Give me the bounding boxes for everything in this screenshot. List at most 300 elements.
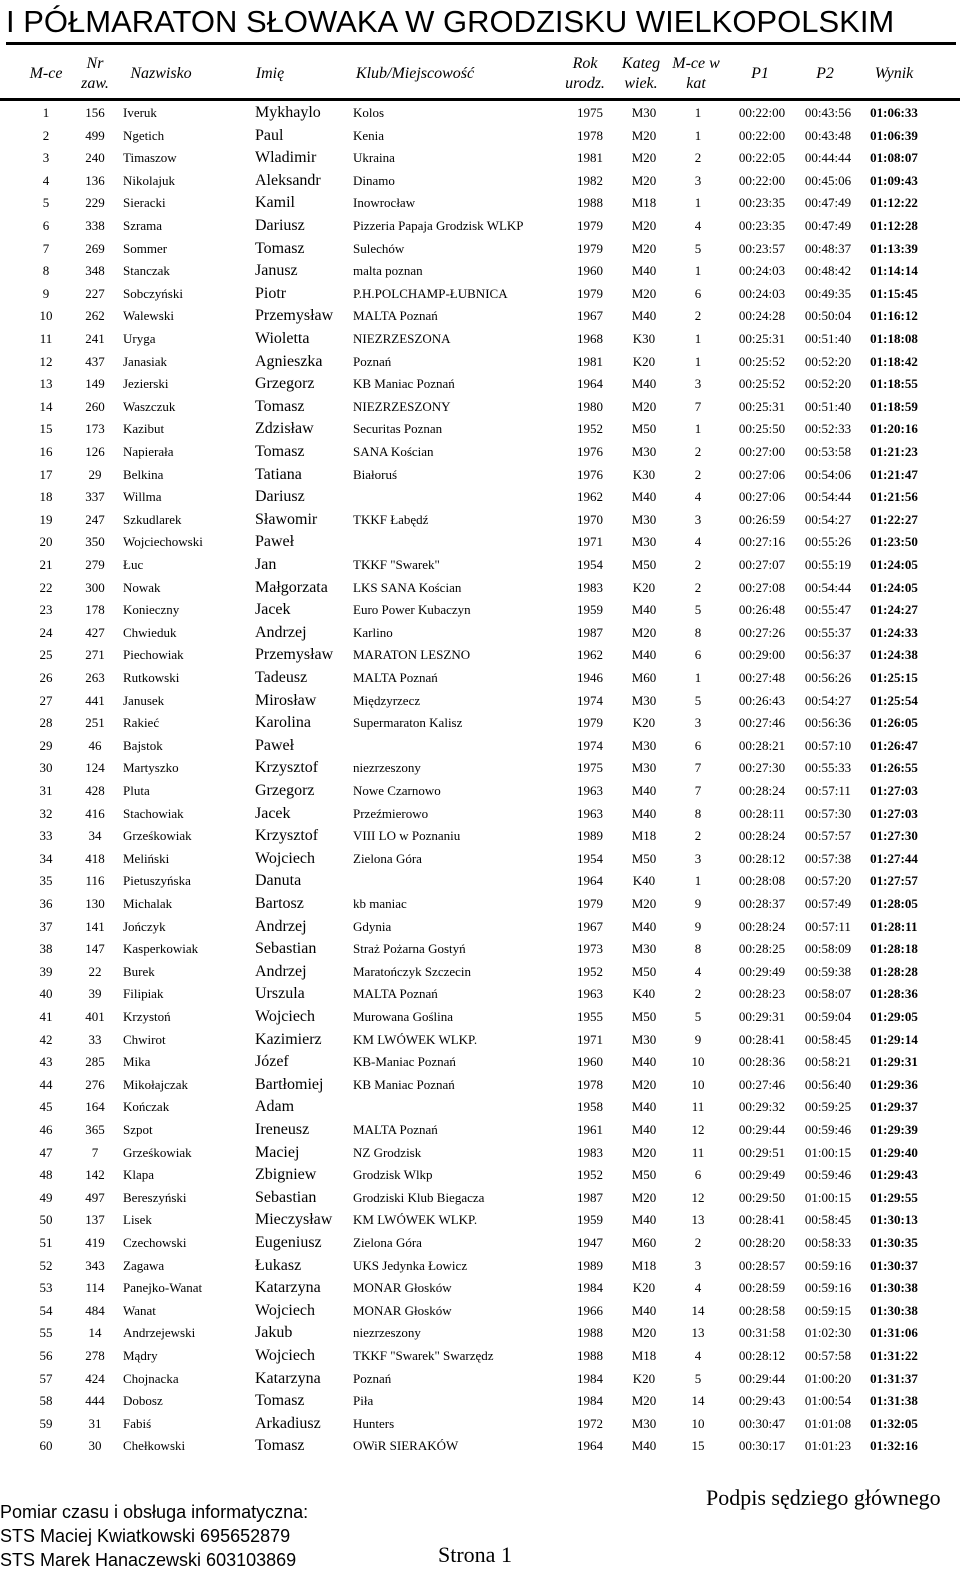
cell-surname: Wojciechowski bbox=[123, 534, 203, 550]
cell-category-place: 12 bbox=[691, 1122, 705, 1137]
cell-position: 10 bbox=[39, 308, 53, 324]
cell-result: 01:29:36 bbox=[870, 1076, 918, 1092]
cell-category-place: 3 bbox=[694, 511, 702, 527]
cell-bib: 343 bbox=[85, 1257, 105, 1273]
cell-category-place: 2 bbox=[694, 466, 702, 482]
cell-club: NIEZRZESZONA bbox=[353, 331, 451, 346]
cell-position: 32 bbox=[39, 805, 53, 821]
cell-surname: Kasperkowiak bbox=[123, 941, 199, 957]
cell-position: 54 bbox=[39, 1302, 53, 1318]
table-row bbox=[0, 1435, 960, 1457]
cell-category-place: 9 bbox=[694, 1031, 702, 1047]
cell-bib: 31 bbox=[88, 1415, 102, 1431]
cell-position: 16 bbox=[39, 444, 53, 459]
cell-position: 50 bbox=[39, 1212, 53, 1228]
cell-position: 34 bbox=[39, 850, 53, 866]
cell-first-name: Krzysztof bbox=[255, 827, 319, 845]
cell-bib: 416 bbox=[85, 805, 105, 821]
cell-category-place: 11 bbox=[691, 1144, 705, 1160]
cell-position: 56 bbox=[39, 1348, 53, 1363]
cell-age-category: M60 bbox=[631, 1235, 657, 1250]
cell-result: 01:29:37 bbox=[870, 1099, 918, 1115]
cell-first-name: Grzegorz bbox=[255, 375, 315, 393]
table-row bbox=[0, 599, 960, 621]
cell-birth-year: 1989 bbox=[577, 828, 603, 844]
cell-position: 46 bbox=[39, 1122, 53, 1137]
cell-birth-year: 1982 bbox=[577, 172, 603, 188]
cell-category-place: 4 bbox=[694, 1348, 702, 1363]
cell-p1: 00:22:00 bbox=[738, 172, 786, 188]
cell-birth-year: 1964 bbox=[577, 873, 603, 889]
cell-surname: Bajstok bbox=[123, 737, 163, 753]
cell-club: VIII LO w Poznaniu bbox=[353, 828, 461, 844]
cell-bib: 178 bbox=[85, 602, 105, 618]
table-row bbox=[0, 1300, 960, 1322]
cell-birth-year: 1970 bbox=[577, 511, 603, 527]
cell-birth-year: 1975 bbox=[577, 760, 603, 776]
cell-p2: 00:48:37 bbox=[804, 240, 852, 256]
cell-p1: 00:29:00 bbox=[738, 647, 786, 663]
cell-result: 01:30:37 bbox=[870, 1257, 918, 1273]
cell-bib: 260 bbox=[85, 398, 105, 414]
cell-first-name: Krzysztof bbox=[255, 759, 319, 777]
cell-surname: Walewski bbox=[123, 308, 174, 324]
cell-birth-year: 1978 bbox=[577, 1076, 603, 1092]
cell-surname: Mika bbox=[123, 1054, 151, 1070]
cell-age-category: M20 bbox=[631, 172, 657, 188]
cell-bib: 418 bbox=[85, 850, 105, 866]
table-row bbox=[0, 1345, 960, 1367]
table-row bbox=[0, 260, 960, 282]
cell-position: 1 bbox=[42, 105, 50, 120]
table-row bbox=[0, 1164, 960, 1186]
table-row bbox=[0, 577, 960, 599]
cell-club: P.H.POLCHAMP-ŁUBNICA bbox=[353, 285, 508, 301]
cell-result: 01:27:57 bbox=[870, 873, 918, 889]
table-row bbox=[0, 622, 960, 644]
cell-category-place: 2 bbox=[694, 579, 702, 595]
cell-surname: Kończak bbox=[123, 1099, 170, 1115]
cell-club: OWiR SIERAKÓW bbox=[353, 1438, 459, 1454]
table-row bbox=[0, 712, 960, 734]
cell-position: 35 bbox=[39, 873, 53, 889]
cell-result: 01:30:13 bbox=[870, 1212, 918, 1228]
cell-p2: 00:56:40 bbox=[804, 1076, 852, 1092]
cell-bib: 34 bbox=[88, 828, 102, 844]
cell-p2: 00:57:38 bbox=[804, 850, 852, 866]
cell-result: 01:29:40 bbox=[870, 1144, 918, 1160]
cell-bib: 350 bbox=[85, 534, 105, 550]
table-row bbox=[0, 983, 960, 1005]
table-row bbox=[0, 305, 960, 327]
cell-age-category: M18 bbox=[631, 828, 657, 844]
cell-p2: 00:43:48 bbox=[804, 127, 852, 143]
cell-p1: 00:22:05 bbox=[738, 150, 786, 166]
cell-surname: Meliński bbox=[123, 850, 170, 866]
cell-first-name: Przemysław bbox=[255, 646, 334, 664]
cell-p1: 00:22:00 bbox=[738, 105, 786, 120]
cell-p1: 00:27:16 bbox=[738, 534, 786, 550]
cell-result: 01:12:22 bbox=[870, 195, 918, 211]
cell-p1: 00:28:11 bbox=[739, 805, 785, 821]
cell-result: 01:30:35 bbox=[870, 1235, 918, 1250]
cell-surname: Willma bbox=[123, 489, 162, 505]
cell-position: 19 bbox=[39, 511, 53, 527]
cell-first-name: Maciej bbox=[255, 1143, 300, 1161]
cell-age-category: M40 bbox=[631, 647, 657, 663]
cell-p2: 00:49:35 bbox=[804, 285, 852, 301]
cell-position: 18 bbox=[39, 489, 53, 505]
cell-category-place: 7 bbox=[694, 783, 702, 798]
cell-first-name: Sebastian bbox=[255, 940, 317, 958]
cell-result: 01:25:15 bbox=[870, 670, 918, 685]
cell-position: 49 bbox=[39, 1189, 53, 1205]
cell-p2: 00:56:36 bbox=[804, 715, 852, 731]
cell-club: Międzyrzecz bbox=[353, 692, 421, 708]
cell-p1: 00:29:44 bbox=[738, 1370, 786, 1386]
cell-bib: 137 bbox=[85, 1212, 105, 1228]
cell-position: 48 bbox=[39, 1167, 53, 1183]
cell-birth-year: 1976 bbox=[577, 444, 603, 459]
cell-club: MONAR Głosków bbox=[353, 1302, 452, 1318]
cell-result: 01:26:55 bbox=[870, 760, 918, 776]
cell-p1: 00:28:41 bbox=[738, 1031, 786, 1047]
cell-first-name: Andrzej bbox=[255, 917, 307, 935]
cell-p1: 00:30:47 bbox=[738, 1415, 786, 1431]
table-row bbox=[0, 803, 960, 825]
cell-result: 01:26:05 bbox=[870, 715, 918, 731]
cell-p1: 00:25:52 bbox=[738, 376, 786, 392]
cell-p1: 00:25:52 bbox=[738, 353, 786, 369]
cell-result: 01:29:39 bbox=[870, 1122, 918, 1137]
cell-result: 01:18:55 bbox=[870, 376, 918, 392]
cell-p1: 00:25:50 bbox=[738, 421, 786, 437]
cell-club: Kolos bbox=[353, 105, 385, 120]
cell-bib: 251 bbox=[85, 715, 105, 731]
cell-result: 01:09:43 bbox=[870, 172, 918, 188]
table-row bbox=[0, 328, 960, 350]
cell-club: Sulechów bbox=[353, 240, 405, 256]
cell-birth-year: 1967 bbox=[577, 308, 603, 324]
cell-bib: 263 bbox=[85, 670, 105, 685]
cell-p2: 00:59:25 bbox=[804, 1099, 852, 1115]
cell-age-category: M30 bbox=[631, 534, 657, 550]
cell-p1: 00:27:26 bbox=[738, 624, 786, 640]
cell-category-place: 11 bbox=[691, 1099, 705, 1115]
cell-surname: Grześkowiak bbox=[123, 1144, 192, 1160]
table-row bbox=[0, 192, 960, 214]
cell-p1: 00:28:12 bbox=[738, 1348, 786, 1363]
cell-bib: 278 bbox=[85, 1348, 105, 1363]
col-p1: P1 bbox=[751, 65, 769, 82]
cell-surname: Filipiak bbox=[123, 986, 164, 1002]
cell-surname: Sommer bbox=[123, 240, 168, 256]
cell-surname: Łuc bbox=[123, 557, 144, 572]
cell-birth-year: 1981 bbox=[577, 150, 603, 166]
cell-first-name: Mykhaylo bbox=[255, 104, 321, 121]
cell-surname: Nowak bbox=[123, 579, 161, 595]
cell-bib: 338 bbox=[85, 218, 105, 233]
cell-category-place: 13 bbox=[691, 1325, 705, 1341]
cell-first-name: Arkadiusz bbox=[255, 1414, 321, 1432]
col-kat-line2: wiek. bbox=[624, 75, 658, 92]
cell-position: 51 bbox=[39, 1235, 53, 1250]
table-row bbox=[0, 916, 960, 938]
cell-age-category: M40 bbox=[631, 489, 657, 505]
cell-category-place: 2 bbox=[694, 828, 702, 844]
cell-p1: 00:28:25 bbox=[738, 941, 786, 957]
cell-surname: Timaszow bbox=[123, 150, 177, 166]
cell-result: 01:27:44 bbox=[870, 850, 918, 866]
cell-first-name: Agnieszka bbox=[255, 352, 323, 370]
table-row bbox=[0, 464, 960, 486]
cell-position: 20 bbox=[39, 534, 53, 550]
cell-position: 45 bbox=[39, 1099, 53, 1115]
cell-first-name: Józef bbox=[255, 1053, 289, 1071]
cell-first-name: Sebastian bbox=[255, 1188, 317, 1206]
cell-first-name: Bartosz bbox=[255, 895, 304, 912]
table-row bbox=[0, 1390, 960, 1412]
cell-result: 01:20:16 bbox=[870, 421, 918, 437]
cell-p2: 00:52:20 bbox=[804, 353, 852, 369]
cell-club: KB Maniac Poznań bbox=[353, 376, 455, 392]
cell-p1: 00:27:06 bbox=[738, 466, 786, 482]
cell-first-name: Dariusz bbox=[255, 488, 305, 506]
col-wynik: Wynik bbox=[874, 65, 914, 82]
cell-age-category: M50 bbox=[631, 421, 657, 437]
cell-position: 13 bbox=[39, 376, 53, 392]
cell-age-category: K40 bbox=[632, 873, 656, 889]
cell-birth-year: 1979 bbox=[577, 896, 603, 911]
cell-result: 01:29:05 bbox=[870, 1009, 918, 1024]
cell-result: 01:27:03 bbox=[870, 783, 918, 798]
cell-age-category: M30 bbox=[631, 105, 657, 120]
table-row bbox=[0, 1232, 960, 1254]
cell-birth-year: 1978 bbox=[577, 127, 603, 143]
cell-result: 01:27:03 bbox=[870, 805, 918, 821]
cell-p1: 00:29:51 bbox=[738, 1144, 786, 1160]
cell-age-category: M20 bbox=[631, 127, 657, 143]
table-row bbox=[0, 1277, 960, 1299]
cell-age-category: M40 bbox=[631, 1438, 657, 1454]
cell-surname: Mądry bbox=[123, 1348, 158, 1363]
cell-age-category: M20 bbox=[631, 1144, 657, 1160]
cell-category-place: 1 bbox=[694, 353, 702, 369]
cell-age-category: M30 bbox=[631, 941, 657, 957]
cell-surname: Stanczak bbox=[123, 263, 170, 279]
col-nazwisko: Nazwisko bbox=[130, 65, 192, 82]
cell-first-name: Karolina bbox=[255, 714, 311, 732]
cell-age-category: K30 bbox=[632, 331, 656, 346]
cell-bib: 276 bbox=[85, 1076, 105, 1092]
cell-position: 59 bbox=[39, 1415, 53, 1431]
cell-category-place: 4 bbox=[694, 218, 702, 233]
cell-birth-year: 1959 bbox=[577, 1212, 603, 1228]
timing-label: Pomiar czasu i obsługa informatyczna: bbox=[0, 1502, 309, 1522]
cell-category-place: 8 bbox=[694, 941, 702, 957]
cell-category-place: 3 bbox=[694, 850, 702, 866]
cell-age-category: M40 bbox=[631, 1054, 657, 1070]
cell-surname: Rutkowski bbox=[123, 670, 180, 685]
cell-birth-year: 1946 bbox=[577, 670, 603, 685]
cell-p1: 00:29:50 bbox=[738, 1189, 786, 1205]
table-row bbox=[0, 486, 960, 508]
cell-age-category: M20 bbox=[631, 1076, 657, 1092]
cell-club: MALTA Poznań bbox=[353, 670, 438, 685]
cell-category-place: 2 bbox=[694, 308, 702, 324]
cell-category-place: 2 bbox=[694, 986, 702, 1002]
cell-category-place: 9 bbox=[694, 896, 702, 911]
cell-surname: Szkudlarek bbox=[123, 511, 182, 527]
col-kat-line1: Kateg bbox=[621, 55, 661, 72]
cell-surname: Piechowiak bbox=[123, 647, 184, 663]
cell-p2: 00:57:20 bbox=[804, 873, 852, 889]
cell-club: Grodziski Klub Biegacza bbox=[353, 1189, 485, 1205]
cell-p1: 00:28:23 bbox=[738, 986, 786, 1002]
cell-first-name: Tadeusz bbox=[255, 669, 308, 686]
cell-age-category: M40 bbox=[631, 783, 657, 798]
cell-bib: 14 bbox=[88, 1325, 102, 1341]
cell-club: MARATON LESZNO bbox=[353, 647, 471, 663]
cell-first-name: Mirosław bbox=[255, 691, 317, 709]
cell-position: 36 bbox=[39, 896, 53, 911]
cell-first-name: Małgorzata bbox=[255, 578, 328, 596]
cell-club: Murowana Goślina bbox=[353, 1009, 454, 1024]
cell-bib: 279 bbox=[85, 557, 105, 572]
cell-age-category: M50 bbox=[631, 1009, 657, 1024]
cell-first-name: Aleksandr bbox=[255, 171, 321, 189]
cell-club: MONAR Głosków bbox=[353, 1280, 452, 1296]
cell-bib: 401 bbox=[85, 1009, 105, 1024]
cell-p2: 00:55:37 bbox=[804, 624, 852, 640]
cell-category-place: 1 bbox=[694, 331, 702, 346]
table-row bbox=[0, 1074, 960, 1096]
cell-p1: 00:29:43 bbox=[738, 1393, 786, 1409]
cell-result: 01:27:30 bbox=[870, 828, 918, 844]
cell-first-name: Tomasz bbox=[255, 397, 305, 415]
cell-bib: 269 bbox=[85, 240, 105, 256]
cell-p1: 00:23:35 bbox=[738, 218, 786, 233]
cell-category-place: 10 bbox=[691, 1415, 705, 1431]
cell-category-place: 4 bbox=[694, 489, 702, 505]
table-row bbox=[0, 418, 960, 440]
cell-category-place: 5 bbox=[694, 602, 702, 618]
cell-p2: 00:55:19 bbox=[804, 557, 852, 572]
cell-p2: 00:54:44 bbox=[804, 579, 852, 595]
cell-birth-year: 1967 bbox=[577, 918, 603, 934]
judge-signature-label: Podpis sędziego głównego bbox=[706, 1485, 941, 1510]
cell-position: 21 bbox=[39, 557, 53, 572]
cell-birth-year: 1979 bbox=[577, 285, 603, 301]
cell-p1: 00:28:36 bbox=[738, 1054, 786, 1070]
cell-result: 01:29:43 bbox=[870, 1167, 918, 1183]
cell-category-place: 12 bbox=[691, 1189, 705, 1205]
cell-first-name: Paul bbox=[255, 126, 284, 144]
cell-age-category: M18 bbox=[631, 195, 657, 211]
cell-birth-year: 1961 bbox=[577, 1122, 603, 1137]
cell-surname: Janasiak bbox=[123, 353, 168, 369]
cell-result: 01:13:39 bbox=[870, 240, 918, 256]
cell-category-place: 4 bbox=[694, 1280, 702, 1296]
cell-age-category: M30 bbox=[631, 737, 657, 753]
cell-first-name: Eugeniusz bbox=[255, 1234, 322, 1251]
cell-category-place: 3 bbox=[694, 715, 702, 731]
cell-club: malta poznan bbox=[353, 263, 423, 279]
cell-position: 9 bbox=[42, 285, 50, 301]
cell-position: 28 bbox=[39, 715, 53, 731]
table-row bbox=[0, 554, 960, 576]
cell-surname: Rakieć bbox=[123, 715, 160, 731]
cell-bib: 39 bbox=[88, 986, 102, 1002]
cell-bib: 136 bbox=[85, 172, 105, 188]
cell-p2: 00:58:33 bbox=[804, 1235, 852, 1250]
cell-surname: Dobosz bbox=[123, 1393, 163, 1409]
cell-surname: Lisek bbox=[123, 1212, 152, 1228]
cell-first-name: Jan bbox=[255, 556, 277, 573]
cell-category-place: 1 bbox=[694, 195, 702, 211]
cell-result: 01:26:47 bbox=[870, 737, 918, 753]
cell-p2: 00:47:49 bbox=[804, 218, 852, 233]
cell-result: 01:18:08 bbox=[870, 331, 918, 346]
cell-p2: 00:53:58 bbox=[804, 444, 852, 459]
cell-first-name: Łukasz bbox=[255, 1256, 302, 1274]
col-nr-line1: Nr bbox=[86, 55, 104, 72]
cell-result: 01:16:12 bbox=[870, 308, 918, 324]
cell-position: 6 bbox=[42, 218, 50, 233]
cell-first-name: Tatiana bbox=[255, 465, 302, 483]
cell-p2: 00:54:06 bbox=[804, 466, 852, 482]
cell-birth-year: 1964 bbox=[577, 1438, 603, 1454]
cell-bib: 126 bbox=[85, 444, 105, 459]
col-rok-line1: Rok bbox=[572, 55, 598, 72]
cell-first-name: Paweł bbox=[255, 736, 295, 754]
cell-age-category: M50 bbox=[631, 557, 657, 572]
cell-club: Euro Power Kubaczyn bbox=[353, 602, 471, 618]
cell-birth-year: 1963 bbox=[577, 783, 603, 798]
cell-birth-year: 1954 bbox=[577, 557, 603, 572]
cell-birth-year: 1976 bbox=[577, 466, 603, 482]
cell-category-place: 1 bbox=[694, 873, 702, 889]
cell-bib: 46 bbox=[88, 737, 102, 753]
cell-position: 33 bbox=[39, 828, 53, 844]
table-row bbox=[0, 1209, 960, 1231]
cell-bib: 300 bbox=[85, 579, 105, 595]
cell-p1: 00:26:43 bbox=[738, 692, 786, 708]
cell-age-category: M20 bbox=[631, 1393, 657, 1409]
cell-category-place: 6 bbox=[694, 737, 702, 753]
table-row bbox=[0, 1029, 960, 1051]
cell-club: Ukraina bbox=[353, 150, 395, 166]
cell-p1: 00:24:28 bbox=[738, 308, 786, 324]
cell-age-category: M40 bbox=[631, 1122, 657, 1137]
cell-position: 29 bbox=[39, 737, 53, 753]
table-row bbox=[0, 125, 960, 147]
cell-surname: Konieczny bbox=[123, 602, 180, 618]
cell-p2: 00:55:33 bbox=[804, 760, 852, 776]
cell-first-name: Tomasz bbox=[255, 443, 305, 460]
cell-first-name: Zdzisław bbox=[255, 420, 314, 438]
cell-club: Maratończyk Szczecin bbox=[353, 963, 472, 979]
cell-p1: 00:27:30 bbox=[738, 760, 786, 776]
cell-birth-year: 1952 bbox=[577, 963, 603, 979]
cell-club: Nowe Czarnowo bbox=[353, 783, 441, 798]
cell-result: 01:06:39 bbox=[870, 127, 918, 143]
cell-p2: 00:51:40 bbox=[804, 331, 852, 346]
cell-first-name: Wojciech bbox=[255, 1347, 316, 1364]
cell-club: Supermaraton Kalisz bbox=[353, 715, 463, 731]
cell-age-category: M18 bbox=[631, 1257, 657, 1273]
cell-bib: 499 bbox=[85, 127, 105, 143]
